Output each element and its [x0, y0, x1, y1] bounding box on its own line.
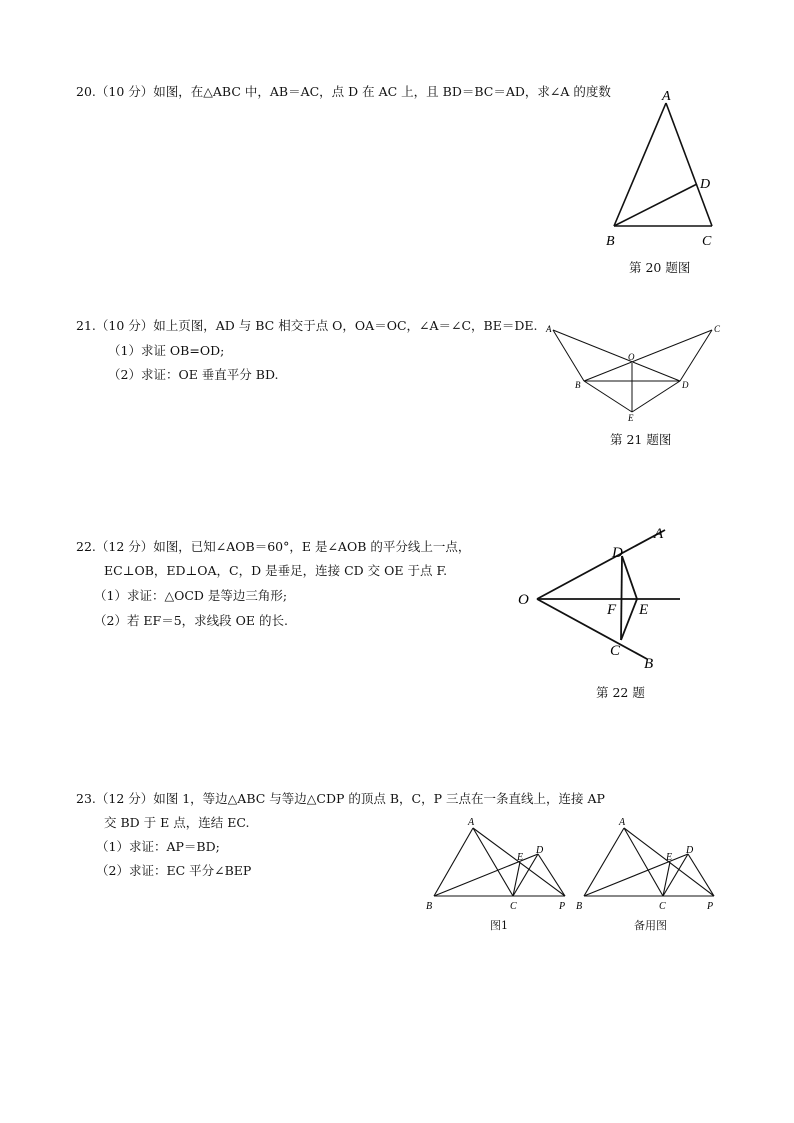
question-23-stem: 23.（12 分）如图 1，等边△ABC 与等边△CDP 的顶点 B，C，P 三点在一条直线上，连接 AP — [76, 791, 605, 806]
label-P: P — [559, 901, 566, 912]
figure-23-fig1 — [424, 812, 574, 917]
figure-21 — [540, 320, 730, 425]
figure-21-caption: 第 21 题图 — [610, 432, 672, 447]
label-F: F — [607, 602, 617, 618]
label-D: D — [612, 545, 623, 561]
figure-20-triangle — [600, 86, 730, 251]
question-21-part-2: （2）求证：OE 垂直平分 BD. — [108, 367, 279, 382]
label-D: D — [682, 380, 689, 390]
label-A: A — [662, 89, 671, 104]
label-A: A — [468, 817, 475, 828]
question-22-part-2: （2）若 EF＝5，求线段 OE 的长. — [94, 613, 288, 628]
label-B: B — [575, 380, 581, 390]
question-22-stem: 22.（12 分）如图，已知∠AOB＝60°，E 是∠AOB 的平分线上一点， — [76, 539, 471, 554]
figure-22-caption: 第 22 题 — [596, 685, 645, 700]
label-C: C — [610, 643, 621, 659]
label-O: O — [518, 592, 529, 608]
question-22-stem-2: EC⊥OB，ED⊥OA，C，D 是垂足，连接 CD 交 OE 于点 F. — [104, 563, 448, 578]
label-C: C — [510, 901, 517, 912]
figure-20-caption: 第 20 题图 — [629, 260, 691, 275]
label-D: D — [536, 845, 544, 856]
label-E: E — [666, 852, 673, 863]
label-C: C — [702, 234, 712, 249]
label-A: A — [654, 526, 664, 542]
figure-23-caption-2: 备用图 — [634, 919, 667, 932]
label-D: D — [686, 845, 694, 856]
label-P: P — [707, 901, 714, 912]
label-E: E — [517, 852, 524, 863]
figure-23-caption-1: 图1 — [490, 919, 508, 932]
label-B: B — [644, 656, 654, 672]
label-B: B — [426, 901, 433, 912]
label-D: D — [700, 177, 711, 192]
label-A: A — [619, 817, 626, 828]
figure-23-spare — [574, 812, 724, 917]
label-O: O — [628, 352, 635, 362]
label-C: C — [714, 324, 721, 334]
question-23-part-2: （2）求证：EC 平分∠BEP — [96, 863, 252, 878]
label-B: B — [606, 234, 615, 249]
label-E: E — [628, 413, 634, 423]
label-A: A — [546, 324, 552, 334]
question-22-part-1: （1）求证：△OCD 是等边三角形; — [94, 588, 288, 603]
question-21-stem: 21.（10 分）如上页图，AD 与 BC 相交于点 O，OA＝OC，∠A＝∠C，BE＝DE. — [76, 318, 538, 333]
label-C: C — [659, 901, 666, 912]
question-23-part-1: （1）求证：AP＝BD; — [96, 839, 220, 854]
question-20-stem: 20.（10 分）如图，在△ABC 中，AB＝AC，点 D 在 AC 上，且 BD＝BC＝AD，求∠A 的度数 — [76, 84, 611, 99]
label-B: B — [576, 901, 583, 912]
question-23-stem-2: 交 BD 于 E 点，连结 EC. — [104, 815, 250, 830]
label-E: E — [639, 602, 649, 618]
figure-22 — [510, 520, 690, 680]
question-21-part-1: （1）求证 OB=OD; — [108, 343, 225, 358]
